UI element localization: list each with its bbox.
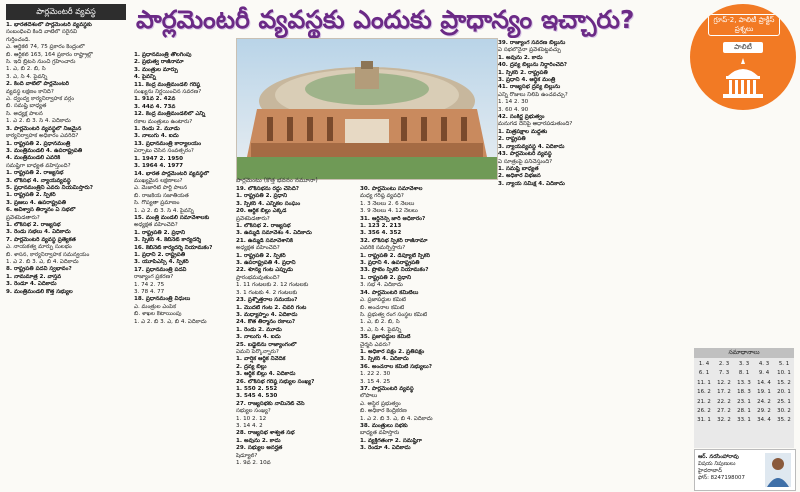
question-line: ఎన్ని రోజులు నిలిపి ఉంచవచ్చు?	[498, 91, 568, 98]
question-column-2	[134, 52, 234, 488]
question-line: 1. నామమాత్ర 2. వాస్తవ	[6, 273, 62, 280]
question-line: 1. 14 2. 30	[498, 99, 529, 106]
question-line: ప్రవేశపెడతారు?	[6, 214, 40, 221]
question-line: ప్రవేశపెడతారు?	[236, 215, 270, 222]
question-line: 1. 10 2. 12	[236, 415, 267, 422]
photo-caption: పార్లమెంటు (కొత్త భవనం నమూనా)	[236, 177, 318, 184]
answer-cell: 8. 1	[738, 370, 750, 377]
answer-cell: 25. 1	[777, 398, 791, 405]
question-line: 1. అవును 2. కాదు	[498, 54, 543, 61]
question-line: 14. భారత పార్లమెంటరీ వ్యవస్థలో	[134, 170, 210, 177]
question-line: మధ్య గరిష్ఠ వ్యవధి?	[360, 193, 404, 200]
question-line: 41. రాజ్యసభ ద్రవ్య బిల్లును	[498, 84, 561, 91]
question-line: 24. కోత తీర్మానం రకాలు?	[236, 319, 296, 326]
answer-cell: 13. 3	[737, 379, 751, 386]
question-line: 3. 60 4. 90	[498, 106, 529, 113]
question-line: 3. ఆర్థిక బిల్లు 4. ఏదీకాదు	[236, 371, 296, 378]
question-line: ఎ. మంత్రుల ఎంపిక	[134, 303, 177, 310]
question-line: ఎ. అస్థిర ప్రభుత్వం	[360, 400, 401, 407]
question-line: సి. ప్రభుత్వ రంగ సంస్థల కమిటీ	[360, 311, 428, 318]
question-line: 1. అవును 2. కాదు	[236, 437, 281, 444]
question-line: 9. మంత్రిమండలి కొత్త సభ్యుల	[6, 288, 73, 295]
question-line: రకాల మంత్రులు ఉంటారు?	[134, 118, 193, 125]
parliament-building-icon	[718, 56, 768, 102]
answer-cell: 32. 2	[717, 417, 731, 424]
answer-cell: 3. 3	[738, 361, 750, 367]
question-line: బి. అధికార కేంద్రీకరణ	[360, 408, 407, 415]
question-line: 3. మధ్యాహ్నం 4. ఏదీకాదు	[236, 311, 298, 318]
question-line: 2. కింది వాటిలో పార్లమెంటరీ	[6, 81, 69, 88]
answers-heading: సమాధానాలు	[694, 348, 794, 358]
question-line: 39. రాజ్యాంగ సవరణ బిల్లును	[498, 40, 566, 46]
answer-cell: 26. 2	[697, 408, 711, 415]
question-line: షెడ్యూల్?	[236, 452, 258, 459]
question-line: రాజ్యాంగ ప్రకరణ?	[134, 274, 174, 281]
question-line: 2. ప్రభుత్వ రాజీనామా	[134, 59, 184, 66]
question-line: 1. 11 గంటలకు 2. 12 గంటలకు	[236, 282, 309, 289]
question-line: మనుగడ దేనిపై ఆధారపడుతుంది?	[498, 121, 573, 128]
section-tag: పార్లమెంటరీ వ్యవస్థ	[6, 4, 126, 20]
question-line: 1. రాష్ట్రపతి 2. స్పీకర్	[6, 192, 56, 199]
answer-cell: 2. 3	[718, 361, 730, 367]
question-line: 3. ప్రధాని 4. ఆర్థిక మంత్రి	[498, 77, 556, 84]
question-line: ఎ. ప్రజాపద్దుల కమిటీ	[360, 297, 406, 304]
parliament-photo	[236, 38, 498, 180]
question-line: 5. ప్రధానమంత్రిని ఎవరు నియమిస్తారు?	[6, 184, 93, 191]
question-line: 3. న్యాయ సమీక్ష 4. ఏదీకాదు	[498, 180, 565, 187]
answer-cell: 27. 2	[717, 408, 731, 415]
question-line: బి. ఆర్టికల్ 163, 164 ప్రకారం రాష్ట్రాల్లో	[6, 51, 93, 58]
question-line: 1. రాష్ట్రపతి 2. స్పీకర్	[236, 252, 286, 259]
question-line: 1. 9వ 2. 10వ	[236, 460, 271, 467]
question-line: చైర్మన్ ఎవరు?	[360, 341, 391, 348]
question-line: 3. రెండు సభలు 4. ఏదీకాదు	[6, 229, 71, 236]
question-line: 40. ద్రవ్య బిల్లును నిర్ధారించేది?	[498, 62, 568, 69]
author-title: విషయ నిపుణులు	[698, 461, 736, 467]
question-line: 2. ద్రవ్య బిల్లు	[236, 363, 267, 370]
badge-top-label: గ్రూప్-2, పాలిటీ ప్రాక్టీస్ ప్రశ్నలు	[708, 14, 780, 36]
question-line: బి. రాజకీయ సజాతీయత	[134, 192, 189, 199]
question-line: 3. 1964 4. 1977	[134, 163, 184, 170]
question-column-3	[236, 186, 356, 488]
answer-cell: 4. 3	[758, 361, 770, 367]
answer-cell: 21. 2	[697, 398, 711, 405]
question-line: 17. ప్రధానమంత్రి పదవి	[134, 266, 187, 273]
answer-cell: 5. 1	[778, 361, 790, 367]
avatar	[765, 453, 791, 487]
question-column-4	[360, 186, 478, 488]
question-line: 3. 44వ 4. 73వ	[134, 103, 176, 110]
answer-cell: 15. 2	[777, 379, 791, 386]
author-box	[694, 449, 796, 491]
answer-cell: 17. 2	[717, 389, 731, 396]
question-line: 3. ఉపరాష్ట్రపతి 4. ప్రధాని	[236, 260, 296, 267]
question-line: 1. వ్యక్తిగతంగా 2. సమష్టిగా	[360, 437, 422, 444]
question-line: 36. అంచనాల కమిటీ సభ్యులు?	[360, 363, 432, 370]
question-line: కార్యనిర్వాహక అధికారం ఎవరిది?	[6, 133, 79, 140]
answer-cell: 35. 2	[777, 417, 791, 424]
question-line: 3. రెండూ 4. ఏదీకాదు	[6, 281, 57, 288]
question-line: 3. ఎ, సి 4. పైవన్నీ	[360, 326, 402, 333]
question-line: 1. స్పీకర్ 2. రాష్ట్రపతి	[498, 69, 548, 76]
question-line: సి. అధ్యక్ష పాలన	[6, 110, 43, 117]
question-line: 22. శూన్య గంట ఎప్పుడు	[236, 267, 293, 274]
question-line: 26. లోక్‌సభ గరిష్ఠ సభ్యుల సంఖ్య?	[236, 378, 315, 385]
question-line: లోపాలు	[360, 393, 378, 400]
answer-cell: 10. 1	[777, 370, 791, 377]
question-line: 1. రాష్ట్రపతి 2. ప్రధాని	[134, 229, 186, 236]
question-line: 1. ప్రధాని 2. రాష్ట్రపతి	[134, 251, 186, 258]
question-line: 3. స్పీకర్ 4. ఎన్నికల సంఘం	[236, 200, 301, 207]
question-line: 3. న్యాయవ్యవస్థ 4. ఏదీకాదు	[498, 143, 565, 150]
answer-cell: 20. 1	[777, 389, 791, 396]
question-line: 1. లోక్‌సభ 2. రాజ్యసభ	[6, 221, 61, 228]
question-line: 21. ఉమ్మడి సమావేశానికి	[236, 237, 293, 244]
question-line: 2. అధికార విభజన	[498, 173, 541, 180]
question-line: 3. యూపీఎస్సీ 4. స్పీకర్	[134, 259, 189, 266]
question-line: 3. నాలుగు 4. ఐదు	[134, 133, 179, 140]
question-line: 1. మొదటి గంట 2. చివరి గంట	[236, 304, 307, 311]
question-line: 18. ప్రధానమంత్రి విధులు	[134, 296, 191, 303]
question-line: 33. ప్రొటెం స్పీకర్ నియామకం?	[360, 267, 429, 274]
question-line: 3. రెండూ 4. ఏదీకాదు	[360, 445, 411, 452]
question-line: 3. స్పీకర్ 4. ఏదీకాదు	[360, 356, 409, 363]
question-line: బి. శాఖల కేటాయింపు	[134, 311, 182, 318]
question-line: 1. రాష్ట్రపతి 2. రాజ్యసభ	[6, 170, 64, 177]
question-line: 42. సంకీర్ణ ప్రభుత్వం	[498, 114, 545, 121]
question-line: 13. ప్రధానమంత్రి కార్యాలయం	[134, 140, 202, 147]
question-line: 1. 1947 2. 1950	[134, 155, 184, 162]
question-line: 1. ఎ 2. బి 3. ఎ, బి 4. ఏదీకాదు	[134, 318, 207, 325]
answer-cell: 1. 4	[698, 361, 710, 367]
question-line: సభ్యుల సంఖ్య?	[236, 408, 271, 415]
answer-cell: 7. 3	[718, 370, 730, 377]
answer-cell: 30. 2	[777, 408, 791, 415]
question-line: 15. మంత్రి మండలి సమావేశాలకు	[134, 214, 210, 221]
question-line: 3. ఎ, సి 4. పైవన్నీ	[6, 73, 48, 80]
question-line: 25. బడ్జెట్‌ను రాజ్యాంగంలో	[236, 341, 297, 348]
question-line: ఎ. ఆర్టికల్ 74, 75 ప్రకారం కేంద్రంలో	[6, 44, 85, 51]
question-line: 3. నాలుగు 4. ఐదు	[236, 334, 281, 341]
question-line: 3. స్పీకర్ 4. కేబినెట్ కార్యదర్శి	[134, 237, 201, 244]
answer-cell: 11. 1	[697, 379, 711, 386]
question-line: గుర్తించండి.	[6, 36, 31, 43]
question-line: 1. ఎ 2. బి 3. సి 4. పైవన్నీ	[134, 207, 194, 214]
question-line: 29. సభ్యుల అనర్హత	[236, 445, 283, 452]
question-line: 4. పైవన్నీ	[134, 74, 156, 81]
question-line: బి. సమష్టి బాధ్యత	[6, 103, 47, 110]
question-line: 1. భారతదేశంలో పార్లమెంటరీ వ్యవస్థకు	[6, 22, 92, 28]
question-line: 3. 15 4. 25	[360, 378, 391, 385]
answer-cell: 6. 1	[698, 370, 710, 377]
author-phone: ఫోన్: 8247198007	[698, 475, 745, 481]
question-line: ఏ సభలోనైనా ప్రవేశపెట్టవచ్చు	[498, 47, 561, 54]
question-line: ప్రారంభమవుతుంది?	[236, 274, 280, 281]
question-line: 3. 545 4. 530	[236, 393, 278, 400]
question-line: 1. 74 2. 75	[134, 281, 165, 288]
question-line: 37. పార్లమెంటరీ వ్యవస్థ	[360, 385, 414, 392]
answer-cell: 14. 4	[757, 379, 771, 386]
question-line: ఏర్పాటు చేసిన సంవత్సరం?	[134, 148, 194, 155]
question-line: 2. రాష్ట్రపతి	[498, 136, 526, 143]
answer-cell: 31. 1	[697, 417, 711, 424]
question-line: 34. పార్లమెంటరీ కమిటీలు	[360, 289, 419, 296]
question-line: సి. గోప్యతా ప్రమాణం	[134, 200, 180, 207]
answer-cell: 22. 2	[717, 398, 731, 405]
question-line: 1. రాష్ట్రపతి 2. డిప్యూటీ స్పీకర్	[360, 252, 431, 259]
question-line: 32. లోక్‌సభ స్పీకర్ రాజీనామా	[360, 237, 428, 244]
question-line: 6. అవిశ్వాస తీర్మానం ఏ సభలో	[6, 207, 76, 214]
question-line: 1. రెండు 2. మూడు	[236, 326, 282, 333]
question-line: 1. ఎ 2. బి 3. ఎ, బి 4. ఏదీకాదు	[360, 415, 433, 422]
question-line: సంఖ్యను నిర్ణయించిన సవరణ?	[134, 89, 202, 96]
answer-cell: 18. 3	[737, 389, 751, 396]
question-line: ముఖ్యమైన లక్షణాలు?	[134, 177, 183, 184]
question-line: 1. ఎ 2. బి 3. సి 4. ఏదీకాదు	[6, 118, 71, 125]
answer-cell: 28. 1	[737, 408, 751, 415]
question-line: 1. ఎ, బి 2. బి, సి	[6, 66, 46, 73]
question-line: 3. 9 నెలలు 4. 12 నెలలు	[360, 208, 418, 215]
question-line: 1. ఎ 2. బి 3. ఎ, బి 4. ఏదీకాదు	[6, 259, 79, 265]
question-line: ఏ సూత్రంపై పనిచేస్తుంది?	[498, 158, 553, 165]
question-line: 1. లోక్‌సభ 2. రాజ్యసభ	[236, 223, 291, 230]
question-line: 3. సభ 4. ఏదీకాదు	[360, 282, 403, 289]
answer-cell: 12. 2	[717, 379, 731, 386]
question-line: 1. అధికార పక్షం 2. ప్రతిపక్షం	[360, 348, 425, 355]
question-line: బాధ్యత వహిస్తారు	[360, 430, 400, 437]
question-line: ఎ. ద్వంద్వ కార్యనిర్వాహక వర్గం	[6, 96, 75, 103]
question-line: 1. సమష్టి బాధ్యత	[498, 165, 539, 172]
question-line: 1. 550 2. 552	[236, 385, 278, 392]
question-line: 1. వార్షిక ఆర్థిక నివేదిక	[236, 356, 286, 363]
question-line: సమష్టిగా బాధ్యత వహిస్తుంది?	[6, 162, 71, 169]
author-name: ఆర్. నరసింహారావు	[698, 454, 739, 460]
answer-cell: 29. 2	[757, 408, 771, 415]
question-line: 31. ఆర్డినెన్స్ జారీ అధికారం?	[360, 215, 426, 222]
question-line: 3. ప్రధాని 4. ఉపరాష్ట్రపతి	[360, 260, 420, 267]
question-line: 30. పార్లమెంటు సమావేశాల	[360, 186, 423, 192]
question-line: 3. లోక్‌సభ 4. న్యాయవ్యవస్థ	[6, 177, 71, 184]
question-line: 1. రాష్ట్రపతి 2. ప్రధాని	[236, 193, 288, 200]
author-place: హైదరాబాద్	[698, 468, 723, 474]
question-line: 1. రాష్ట్రపతి 2. ప్రధానమంత్రి	[6, 140, 71, 147]
question-line: సంబంధించి కింది వాటిలో సరైనవి	[6, 29, 77, 36]
question-line: 3. ఉమ్మడి సమావేశం 4. ఏదీకాదు	[236, 230, 312, 237]
question-line: 20. ఆర్థిక బిల్లు ఎక్కడ	[236, 208, 287, 215]
question-column-1	[6, 22, 130, 488]
question-line: 3. మంత్రిమండలి 4. ఉపరాష్ట్రపతి	[6, 147, 83, 154]
question-line: ఎ. నాయకత్వ మార్పు సులభం	[6, 244, 72, 251]
answer-cell: 34. 4	[757, 417, 771, 424]
question-line: 1. రెండు 2. మూడు	[134, 126, 180, 133]
question-line: 1. 3 నెలలు 2. 6 నెలలు	[360, 200, 415, 207]
question-line: 4. మంత్రిమండలి ఎవరికి	[6, 155, 61, 162]
question-line: అధ్యక్షత వహించేది?	[134, 222, 178, 229]
question-line: 3. 78 4. 77	[134, 289, 165, 295]
question-line: 3. 1 గంటకు 4. 2 గంటలకు	[236, 289, 298, 296]
question-line: 12. కేంద్ర మంత్రిమండలిలో ఎన్ని	[134, 111, 206, 118]
question-line: 19. లోక్‌సభను రద్దు చేసేది?	[236, 186, 300, 192]
answer-cell: 9. 4	[758, 370, 770, 377]
answer-key-grid	[694, 358, 794, 448]
question-line: అధ్యక్షత వహించేది?	[236, 245, 280, 252]
question-line: 43. పార్లమెంటరీ వ్యవస్థ	[498, 151, 552, 158]
question-line: 1. 22 2. 30	[360, 371, 391, 378]
question-line: 28. రాజ్యసభ శాశ్వత సభ	[236, 430, 295, 437]
question-line: 23. ప్రశ్నోత్తరాల సమయం?	[236, 297, 298, 304]
page-headline: పార్లమెంటరీ వ్యవస్థకు ఎందుకు ప్రాధాన్యం ఇచ్చారు?	[136, 5, 635, 34]
question-line: 1. ప్రధానమంత్రి తొలగింపు	[134, 52, 192, 58]
question-line: 16. కేబినెట్ కార్యదర్శి నియామకం?	[134, 244, 213, 251]
question-line: 3. ప్రజలు 4. ఉపరాష్ట్రపతి	[6, 199, 66, 206]
question-line: ఎవరికి సమర్పిస్తారు?	[360, 245, 406, 252]
question-line: సి. ఇది బ్రిటన్ నుంచి గ్రహించారు	[6, 59, 76, 66]
question-line: 1. రాష్ట్రపతి 2. ప్రధాని	[360, 274, 412, 281]
question-line: బి. అంచనాల కమిటీ	[360, 304, 405, 311]
question-line: 1. 123 2. 213	[360, 223, 402, 230]
subject-badge	[690, 4, 796, 110]
question-line: 11. కేంద్ర మంత్రిమండలి గరిష్ఠ	[134, 81, 201, 88]
question-line: 7. పార్లమెంటరీ వ్యవస్థ ప్రత్యేకత	[6, 236, 76, 243]
answer-cell: 33. 1	[737, 417, 751, 424]
answer-cell: 16. 2	[697, 389, 711, 396]
question-line: 27. రాజ్యసభకు నామినేట్ చేసే	[236, 400, 305, 407]
question-line: 8. రాష్ట్రపతి పదవి స్వభావం?	[6, 266, 72, 273]
question-line: 1. మిత్రపక్షాల మద్దతు	[498, 128, 548, 135]
question-column-5	[498, 40, 594, 488]
question-line: 35. ప్రజాపద్దుల కమిటీ	[360, 334, 411, 341]
question-line: 3. మంత్రుల మార్పు	[134, 66, 178, 73]
question-line: 1. ఎ, బి 2. బి, సి	[360, 319, 400, 326]
question-line: ఏమని పేర్కొన్నారు?	[236, 348, 279, 355]
answer-cell: 19. 1	[757, 389, 771, 396]
answer-cell: 24. 2	[757, 398, 771, 405]
answer-cell: 23. 1	[737, 398, 751, 405]
question-line: బి. శాసన, కార్యనిర్వాహక సమన్వయం	[6, 251, 90, 258]
question-line: 3. పార్లమెంటరీ వ్యవస్థలో నిజమైన	[6, 125, 82, 132]
question-line: 1. 91వ 2. 42వ	[134, 96, 176, 103]
question-line: 3. 14 4. 2	[236, 423, 263, 429]
question-line: 38. మంత్రులు సభకు	[360, 423, 408, 429]
question-line: 3. 356 4. 352	[360, 230, 402, 237]
badge-section-label: పాలిటీ	[723, 42, 763, 53]
question-line: ఎ. మెజారిటీ పార్టీ పాలన	[134, 185, 188, 192]
question-line: వ్యవస్థ లక్షణం కానిది?	[6, 88, 54, 95]
